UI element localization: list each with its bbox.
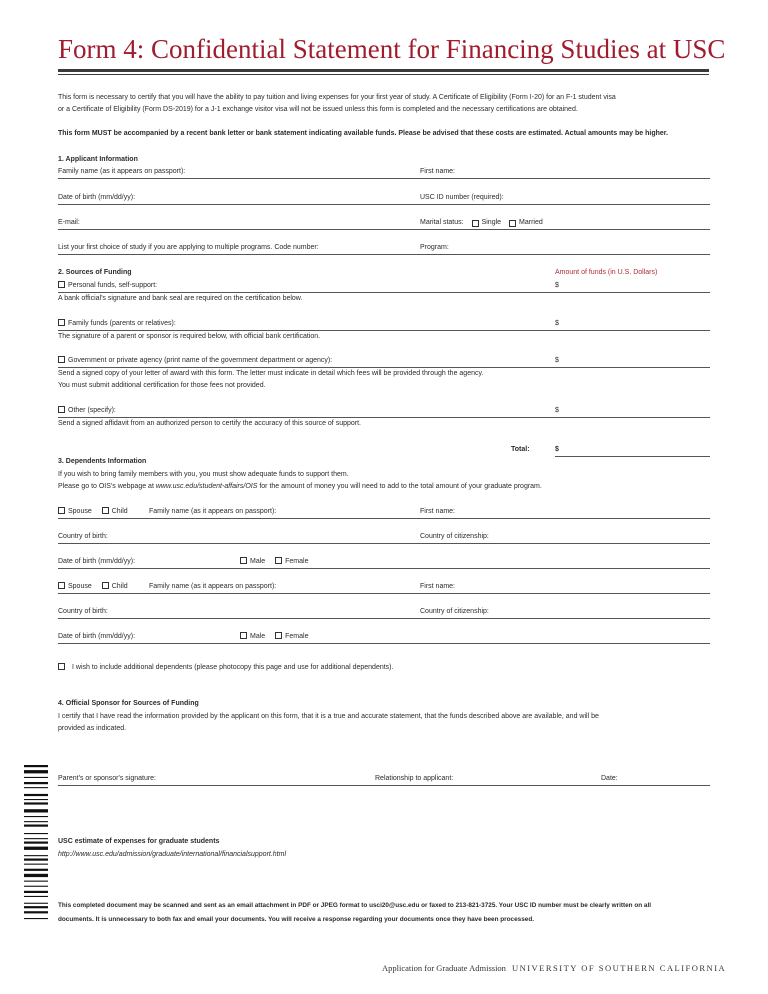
dep2-dob-field[interactable] [58,643,710,644]
dependents-note-1: If you wish to bring family members with you, you must show adequate funds to support them. [58,471,349,478]
dep2-gender [240,631,308,643]
dependent1-spouse-checkbox[interactable] [58,507,65,514]
dependent2-spouse-checkbox[interactable] [58,582,65,589]
child-label: Child [111,583,128,590]
dob-field[interactable] [58,204,710,205]
certify-line-2: provided as indicated. [58,725,127,732]
other-funds-checkbox[interactable] [58,406,65,413]
family-funds-label: Family funds (parents or relatives): [68,320,176,327]
section1-heading: 1. Applicant Information [58,156,138,163]
choice-label: List your first choice of study if you are applying to multiple programs. Code number: [58,244,319,251]
family-funds-option[interactable] [58,318,176,330]
dep2-country-citizenship-label: Country of citizenship: [420,608,489,615]
date-label: Date: [601,775,618,782]
dep1-gender [240,556,308,568]
dep1-dob-label: Date of birth (mm/dd/yy): [58,558,136,565]
dep1-male-checkbox[interactable] [240,557,247,564]
male-label: Male [250,558,266,565]
other-funds-label: Other (specify): [68,407,116,414]
male-label: Male [250,633,266,640]
dep2-family-name-label: Family name (as it appears on passport): [149,583,277,590]
relationship-label: Relationship to applicant: [375,775,454,782]
dep1-family-name-label: Family name (as it appears on passport): [149,508,277,515]
personal-dollar: $ [555,282,559,289]
family-funds-checkbox[interactable] [58,319,65,326]
other-funds-option[interactable] [58,405,116,417]
footer [382,963,726,973]
estimate-heading: USC estimate of expenses for graduate students [58,838,220,845]
gov-funds-checkbox[interactable] [58,356,65,363]
gov-dollar: $ [555,357,559,364]
footer-application: Application for Graduate Admission [382,963,506,973]
total-label: Total: [511,446,530,453]
estimate-link[interactable]: http://www.usc.edu/admission/graduate/international/financialsupport.html [58,851,287,858]
dependents-note-2 [58,481,542,493]
single-label: Single [481,219,502,226]
dependents-note-2-post: for the amount of money you will need to add to the total amount of your graduate program. [257,483,542,490]
dep2-country-birth-label: Country of birth: [58,608,108,615]
signature-label: Parent's or sponsor's signature: [58,775,156,782]
amount-header: Amount of funds (in U.S. Dollars) [555,269,658,276]
dependent2-relation [58,581,128,593]
submit-line-2: documents. It is unnecessary to both fax and email your documents. You will receive a response regarding your documents once they have been processed. [58,916,535,923]
spouse-label: Spouse [68,508,92,515]
program-label: Program: [420,244,449,251]
family-note: The signature of a parent or sponsor is required below, with official bank certification. [58,333,321,340]
total-dollar: $ [555,446,559,453]
ois-link[interactable]: www.usc.edu/student-affairs/OIS [155,483,258,490]
dependent1-relation [58,506,128,518]
marital-status [420,217,543,229]
dob-label: Date of birth (mm/dd/yy): [58,194,136,201]
section3-heading: 3. Dependents Information [58,458,147,465]
additional-dependents-label: I wish to include additional dependents (please photocopy this page and use for additional dependents). [72,664,394,671]
dependent1-child-checkbox[interactable] [102,507,109,514]
submit-line-1: This completed document may be scanned and sent as an email attachment in PDF or JPEG format to usci20@usc.edu or faxed to 213-821-3725. Your USC ID number must be clearly written on all [58,902,652,909]
dep1-first-name-label: First name: [420,508,456,515]
spouse-label: Spouse [68,583,92,590]
title-rule-thick [58,69,709,72]
dep1-female-checkbox[interactable] [275,557,282,564]
title-rule-thin [58,74,709,75]
dep1-name-field[interactable] [58,518,710,519]
single-checkbox[interactable] [472,220,479,227]
female-label: Female [285,558,309,565]
family-name-field[interactable] [58,178,710,179]
barcode-image [24,765,48,961]
personal-note: A bank official's signature and bank seal are required on the certification below. [58,295,303,302]
child-label: Child [111,508,128,515]
form-title: Form 4: Confidential Statement for Financing Studies at USC [58,34,726,64]
section2-heading: 2. Sources of Funding [58,269,132,276]
other-dollar: $ [555,407,559,414]
gov-funds-label: Government or private agency (print name of the government department or agency): [68,357,333,364]
intro-line-2: or a Certificate of Eligibility (Form DS-2019) for a J-1 exchange visitor visa will not be issued unless this form is completed and the necessary certifications are obtained. [58,106,578,113]
signature-field[interactable] [58,785,710,786]
dep2-name-field[interactable] [58,593,710,594]
program-field[interactable] [58,254,710,255]
other-note: Send a signed affidavit from an authorized person to certify the accuracy of this source of support. [58,420,361,427]
email-label: E-mail: [58,219,80,226]
email-field[interactable] [58,229,710,230]
dep2-country-field[interactable] [58,618,710,619]
personal-funds-label: Personal funds, self-support: [68,282,158,289]
dep2-male-checkbox[interactable] [240,632,247,639]
marital-status-label: Marital status: [420,219,464,226]
family-dollar: $ [555,320,559,327]
married-label: Married [519,219,543,226]
dep2-dob-label: Date of birth (mm/dd/yy): [58,633,136,640]
additional-dependents-option[interactable] [58,662,393,674]
first-name-label: First name: [420,168,456,175]
usc-id-label: USC ID number (required): [420,194,504,201]
dep1-country-birth-label: Country of birth: [58,533,108,540]
personal-funds-option[interactable] [58,280,157,292]
dep2-first-name-label: First name: [420,583,456,590]
section4-heading: 4. Official Sponsor for Sources of Funding [58,700,199,707]
certify-line-1: I certify that I have read the information provided by the applicant on this form, that it is a true and accurate statement, that the funds described above are available, and will be [58,713,599,720]
dependents-note-2-pre: Please go to OIS's webpage at [58,483,156,490]
female-label: Female [285,633,309,640]
gov-funds-option[interactable] [58,355,332,367]
dep1-country-field[interactable] [58,543,710,544]
intro-notice: This form MUST be accompanied by a recent bank letter or bank statement indicating available funds. Please be advised that these costs are estimated. Actual amounts may be higher. [58,130,669,137]
dep1-dob-field[interactable] [58,568,710,569]
total-field[interactable] [555,456,710,457]
footer-university: UNIVERSITY OF SOUTHERN CALIFORNIA [511,963,727,973]
additional-dependents-checkbox[interactable] [58,663,65,670]
married-checkbox[interactable] [509,220,516,227]
intro-line-1: This form is necessary to certify that you will have the ability to pay tuition and living expenses for your first year of study. A Certificate of Eligibility (Form I-20) for an F-1 student visa [58,94,616,101]
personal-funds-checkbox[interactable] [58,281,65,288]
gov-note-2: You must submit additional certification for those fees not provided. [58,382,266,389]
dep1-country-citizenship-label: Country of citizenship: [420,533,489,540]
family-name-label: Family name (as it appears on passport): [58,168,186,175]
dependent2-child-checkbox[interactable] [102,582,109,589]
dep2-female-checkbox[interactable] [275,632,282,639]
gov-note-1: Send a signed copy of your letter of award with this form. The letter must indicate in detail which fees will be provided through the agency. [58,370,484,377]
